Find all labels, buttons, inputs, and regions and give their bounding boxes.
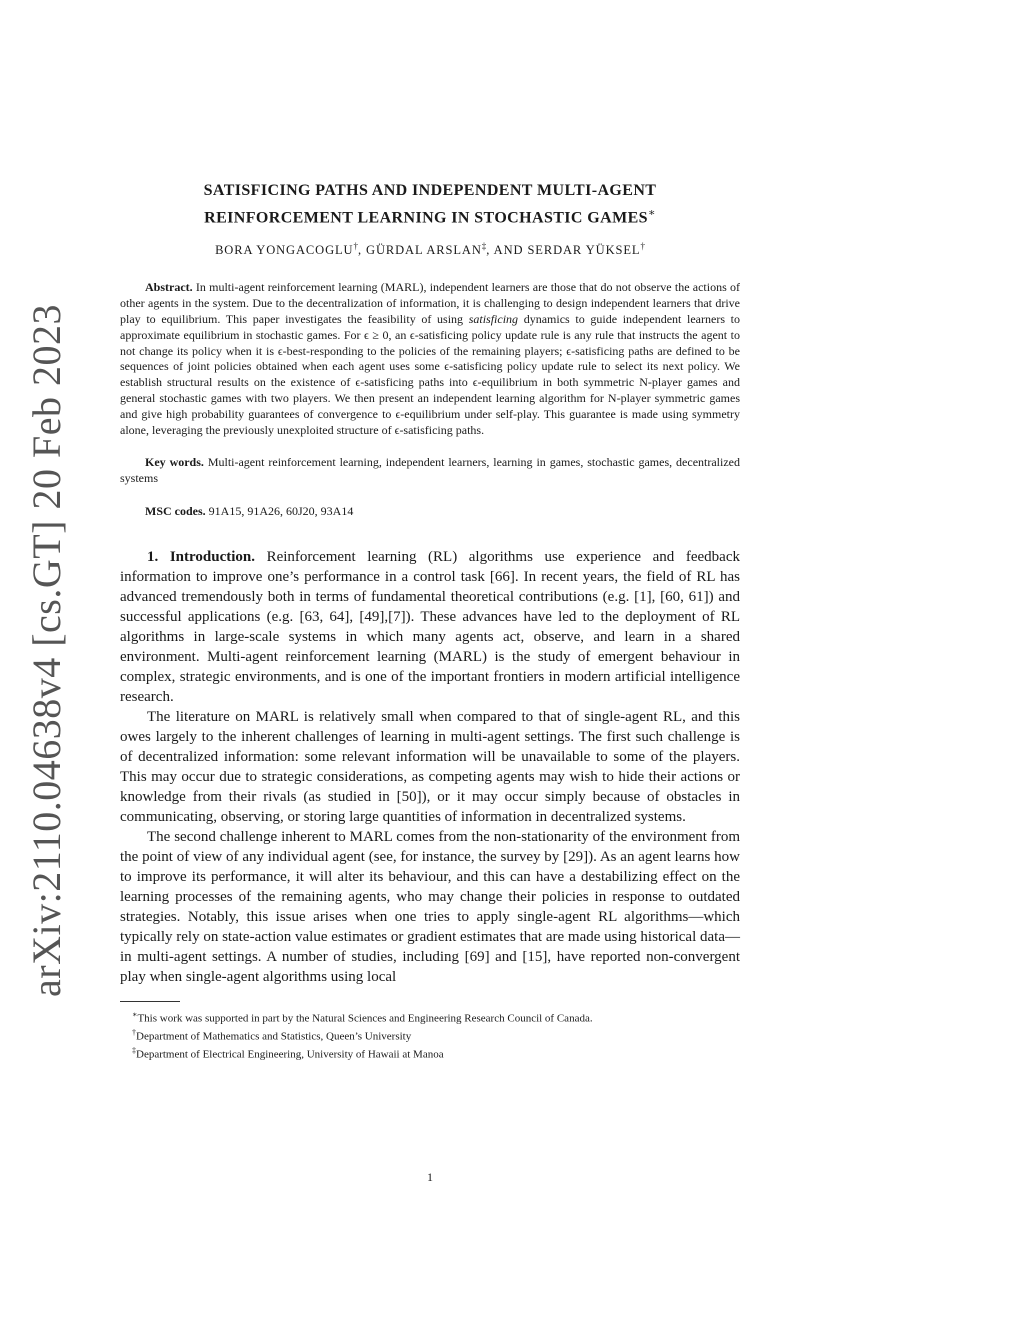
footnote-mark: ∗	[132, 1009, 138, 1019]
author-affiliation-mark: †	[353, 241, 358, 252]
page-number: 1	[427, 1170, 433, 1184]
abstract	[120, 280, 740, 438]
abstract-label: Abstract.	[145, 280, 193, 295]
footnote-text: This work was supported in part by the Natural Sciences and Engineering Research Council of Canada.	[137, 1012, 593, 1025]
intro-paragraph-1	[120, 547, 740, 707]
footnote-funding	[120, 1008, 740, 1026]
keywords-text: Multi-agent reinforcement learning, independent learners, learning in games, stochastic games, decentralized systems	[120, 455, 740, 486]
author-list	[120, 241, 740, 258]
footnote-text: Department of Mathematics and Statistics, Queen’s University	[136, 1030, 412, 1043]
intro-paragraph-1-text: Reinforcement learning (RL) algorithms use experience and feedback information to improve one’s performance in a control task [66]. In recent years, the field of RL has advanced tremendously both in terms of fundamental theoretical contributions (e.g. [1], [60, 61]) and successful applications (e.g. [63, 64], [49],[7]). These advances have led to the deployment of RL algorithms in large-scale systems in which many agents act, observe, and learn in a shared environment. Multi-agent reinforcement learning (MARL) is the study of emergent behaviour in complex, strategic environments, and is one of the important frontiers in modern artificial intelligence research.	[120, 548, 740, 705]
author-name: SERDAR YÜKSEL	[527, 243, 641, 258]
keywords-label: Key words.	[145, 455, 204, 470]
footnote-mark: †	[132, 1028, 136, 1037]
author-affiliation-mark: ‡	[481, 241, 487, 252]
intro-paragraph-3: The second challenge inherent to MARL comes from the non-stationarity of the environment from the point of view of any individual agent (see, for instance, the survey by [29]). As an agent learns how to improve its performance, it will alter its behaviour, and this can have a destabilizing effect on the learning processes of the remaining agents, who may change their policies in response to outdated strategies. Notably, this issue arises when one tries to apply single-agent RL algorithms—which typically rely on state-action value estimates or gradient estimates that are made using historical data—in multi-agent settings. A number of studies, including [69] and [15], have reported non-convergent play when single-agent algorithms using local	[120, 828, 740, 985]
footnote-divider	[120, 1001, 180, 1002]
author-name: GÜRDAL ARSLAN	[366, 243, 482, 258]
paper-title	[120, 180, 740, 229]
footnote-affiliation-1	[120, 1026, 740, 1044]
msc-codes	[120, 504, 740, 520]
author-name: BORA YONGACOGLU	[215, 243, 354, 258]
abstract-text-part1: In multi-agent reinforcement learning (MARL), independent learners are those that do not observe the actions of other agents in the system. Due to the decentralization of information, it is challenging to design independent learners that drive play to equilibrium. This paper investigates the feasibility of using	[120, 280, 741, 327]
footnote-mark: ‡	[132, 1046, 136, 1056]
arxiv-identifier-text: arXiv:2110.04638v4 [cs.GT] 20 Feb 2023	[23, 303, 69, 997]
arxiv-identifier-stamp	[6, 303, 86, 997]
footnote-affiliation-2	[120, 1044, 740, 1062]
author-separator: , AND	[486, 243, 528, 258]
footnote-text: Department of Electrical Engineering, University of Hawaii at Manoa	[136, 1048, 444, 1061]
abstract-emphasis: satisficing	[468, 312, 519, 327]
msc-label: MSC codes.	[145, 504, 206, 519]
author-affiliation-mark: †	[640, 241, 645, 252]
abstract-text-part2: dynamics to guide independent learners to approximate equilibrium in stochastic games. For ϵ ≥ 0, an ϵ-satisficing policy update rule is any rule that instructs the agent to not change its policy when it is ϵ-best-responding to the policies of the remaining players; ϵ-satisficing paths are defined to be sequences of joint policies obtained when each agent uses some ϵ-satisficing policy update rule to select its next policy. We establish structural results on the existence of ϵ-satisficing paths into ϵ-equilibrium in both symmetric N-player games and general stochastic games with two players. We then present an independent learning algorithm for N-player symmetric games and give high probability guarantees of convergence to ϵ-equilibrium under self-play. This guarantee is made using symmetry alone, leveraging the previously unexploited structure of ϵ-satisficing paths.	[120, 312, 740, 437]
paper-page	[120, 180, 740, 1062]
intro-paragraph-2: The literature on MARL is relatively small when compared to that of single-agent RL, and this owes largely to the inherent challenges of learning in multi-agent settings. The first such challenge is of decentralized information: some relevant information will be unavailable to some of the players. This may occur due to strategic considerations, as competing agents may wish to hide their actions or knowledge from their rivals (as studied in [50]), or it may occur simply because of obstacles in communicating, observing, or storing large quantities of information in decentralized systems.	[120, 708, 740, 825]
title-line-2: REINFORCEMENT LEARNING IN STOCHASTIC GAMES	[204, 209, 648, 227]
msc-text: 91A15, 91A26, 60J20, 93A14	[208, 504, 354, 519]
keywords	[120, 455, 740, 487]
section-heading: 1. Introduction.	[147, 548, 255, 565]
title-line-1: SATISFICING PATHS AND INDEPENDENT MULTI-AGENT	[203, 182, 657, 199]
title-footnote-mark: ∗	[647, 207, 656, 219]
author-separator: ,	[357, 243, 367, 258]
